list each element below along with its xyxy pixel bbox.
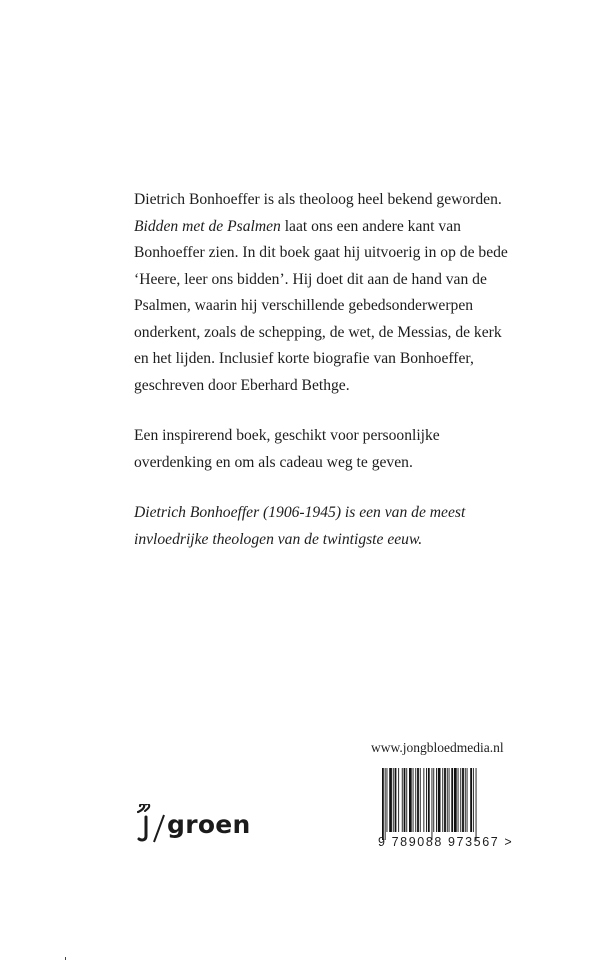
back-cover-text: [134, 187, 514, 553]
barcode-bar: [449, 768, 450, 832]
barcode-bar: [451, 768, 453, 832]
publisher-url: www.jongbloedmedia.nl: [371, 740, 504, 755]
blurb-description: laat ons een andere kant van Bonhoeffer zien. In dit boek gaat hij uitvoerig in op de bede ‘Heere, leer ons bidden’. Hij doet dit aan de hand van de Psalmen, waarin hij verschillende gebedsonderwerpen onderkent, zoals de schepping, de wet, de Messias, de kerk en het lijden. Inclusief korte biografie van Bonhoeffer, geschreven door Eberhard Bethge.: [134, 217, 508, 394]
barcode-bar: [444, 768, 446, 832]
publisher-logo-text: groen: [167, 810, 251, 839]
barcode-bar: [470, 768, 472, 832]
barcode-bar: [393, 768, 394, 832]
barcode-bar: [387, 768, 388, 832]
barcode-bar: [404, 768, 406, 832]
barcode-bar: [409, 768, 412, 832]
barcode-bar: [428, 768, 430, 832]
blurb-paragraph-2: Een inspirerend boek, geschikt voor persoonlijke overdenking en om als cadeau weg te geven.: [134, 427, 440, 471]
isbn-number: 9 789088 973567 >: [378, 835, 514, 849]
blurb-paragraph-1: [134, 187, 514, 399]
barcode-bar: [426, 768, 427, 832]
barcode-bar: [413, 768, 414, 832]
book-title-italic: Bidden met de Psalmen: [134, 217, 281, 235]
barcode-bar: [460, 768, 461, 832]
barcode-bar: [436, 768, 437, 832]
barcode-bar: [382, 768, 384, 840]
barcode-bar: [398, 768, 399, 832]
barcode-bar: [415, 768, 416, 832]
barcode-bar: [465, 768, 466, 832]
blurb-intro: Dietrich Bonhoeffer is als theoloog heel bekend geworden.: [134, 191, 502, 208]
barcode-bar: [395, 768, 397, 832]
barcode-bar: [385, 768, 386, 840]
j-slash-logo-icon: [137, 804, 167, 844]
barcode-bar: [402, 768, 403, 832]
barcode-bar: [420, 768, 421, 832]
barcode-bar: [406, 768, 407, 832]
barcode-bar: [423, 768, 424, 832]
barcode-bar: [454, 768, 457, 832]
barcode-bar: [438, 768, 441, 832]
author-note: Dietrich Bonhoeffer (1906-1945) is een van de meest invloedrijke theologen van de twintigste eeuw.: [134, 504, 466, 548]
barcode-bar: [458, 768, 459, 832]
barcode-bar: [447, 768, 448, 832]
barcode-bar: [417, 768, 419, 832]
barcode-bar: [462, 768, 464, 832]
barcode-bar: [442, 768, 443, 832]
barcode-bar: [473, 768, 474, 832]
barcode-bar: [467, 768, 468, 832]
barcode-bar: [432, 768, 433, 840]
barcode-bar: [433, 768, 434, 832]
barcode-bar: [476, 768, 477, 840]
barcode-bar: [389, 768, 392, 832]
